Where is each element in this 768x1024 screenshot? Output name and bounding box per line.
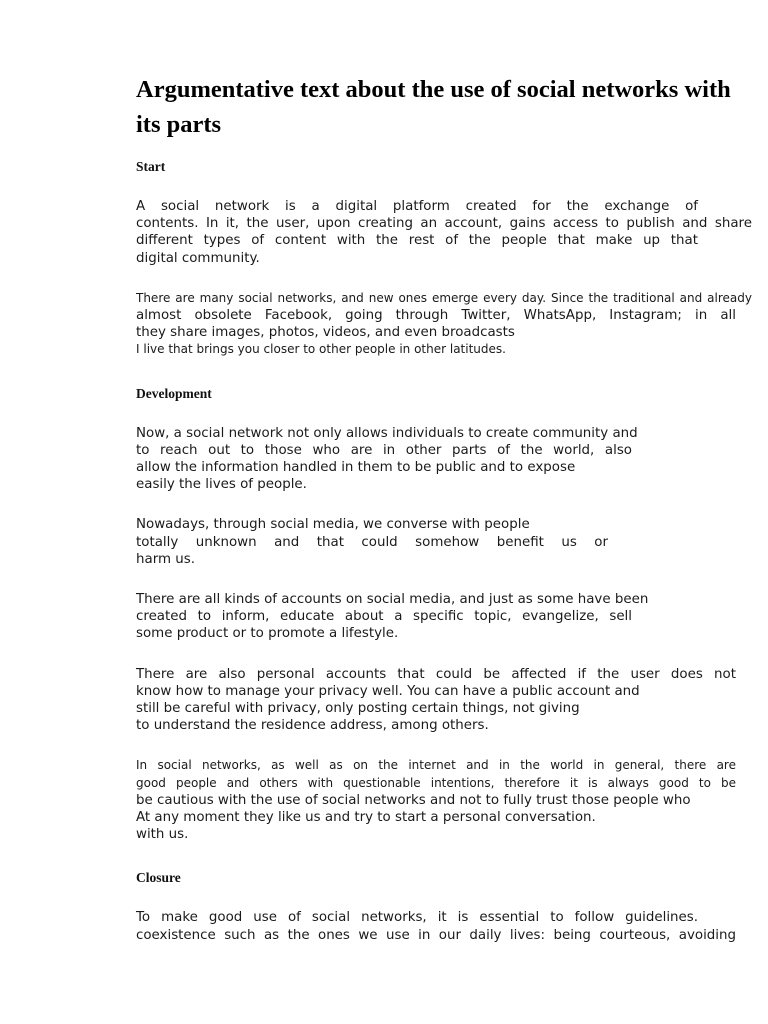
paragraph-line: they share images, photos, videos, and even broadcasts [136, 325, 515, 341]
paragraph-line: easily the lives of people. [136, 477, 307, 493]
section-heading-start: Start [136, 159, 166, 174]
paragraph [136, 425, 754, 494]
paragraph-line: Nowadays, through social media, we converse with people [136, 517, 530, 533]
paragraph-line: to understand the residence address, among others. [136, 718, 489, 734]
paragraph-line: contents. In it, the user, upon creating an account, gains access to publish and share [136, 216, 752, 232]
paragraph-line: created to inform, educate about a specific topic, evangelize, sell [136, 609, 632, 625]
paragraph-line: Now, a social network not only allows individuals to create community and [136, 425, 638, 441]
section-heading-closure: Closure [136, 870, 181, 886]
paragraph [136, 909, 754, 943]
paragraph-line: know how to manage your privacy well. You can have a public account and [136, 683, 640, 699]
paragraph [136, 591, 754, 643]
paragraph-line: with us. [136, 827, 189, 843]
paragraph-line: There are many social networks, and new ones emerge every day. Since the traditional and already [136, 290, 752, 305]
paragraph-line: A social network is a digital platform created for the exchange of [136, 199, 698, 214]
paragraph-line: almost obsolete Facebook, going through Twitter, WhatsApp, Instagram; in all [136, 308, 736, 324]
paragraph-line: digital community. [136, 250, 260, 266]
paragraph-line: There are all kinds of accounts on social media, and just as some have been [136, 592, 649, 608]
paragraph-line: good people and others with questionable intentions, therefore it is always good to be [136, 775, 736, 790]
section-heading-development: Development [136, 385, 212, 401]
paragraph-line: There are also personal accounts that could be affected if the user does not [136, 666, 736, 682]
paragraph-line: In social networks, as well as on the internet and in the world in general, there are [136, 758, 736, 773]
paragraph-line: some product or to promote a lifestyle. [136, 626, 399, 642]
paragraph [136, 757, 754, 843]
paragraph-line: To make good use of social networks, it is essential to follow guidelines. [136, 910, 698, 926]
paragraph-line: harm us. [136, 551, 195, 567]
document-page [136, 72, 754, 967]
paragraph-line: to reach out to those who are in other parts of the world, also [136, 442, 632, 458]
paragraph [136, 290, 754, 359]
paragraph-line: still be careful with privacy, only posting certain things, not giving [136, 701, 580, 717]
paragraph-line: I live that brings you closer to other people in other latitudes. [136, 342, 506, 357]
paragraph [136, 198, 754, 267]
paragraph-line: At any moment they like us and try to start a personal conversation. [136, 810, 596, 826]
paragraph [136, 516, 754, 568]
document-title: Argumentative text about the use of social networks with its parts [136, 76, 731, 138]
paragraph-line: coexistence such as the ones we use in our daily lives: being courteous, avoiding [136, 927, 736, 943]
paragraph-line: different types of content with the rest of the people that make up that [136, 233, 698, 249]
paragraph [136, 666, 754, 735]
paragraph-line: totally unknown and that could somehow benefit us or [136, 534, 608, 550]
paragraph-line: allow the information handled in them to be public and to expose [136, 460, 576, 476]
paragraph-line: be cautious with the use of social networks and not to fully trust those people who [136, 792, 691, 808]
